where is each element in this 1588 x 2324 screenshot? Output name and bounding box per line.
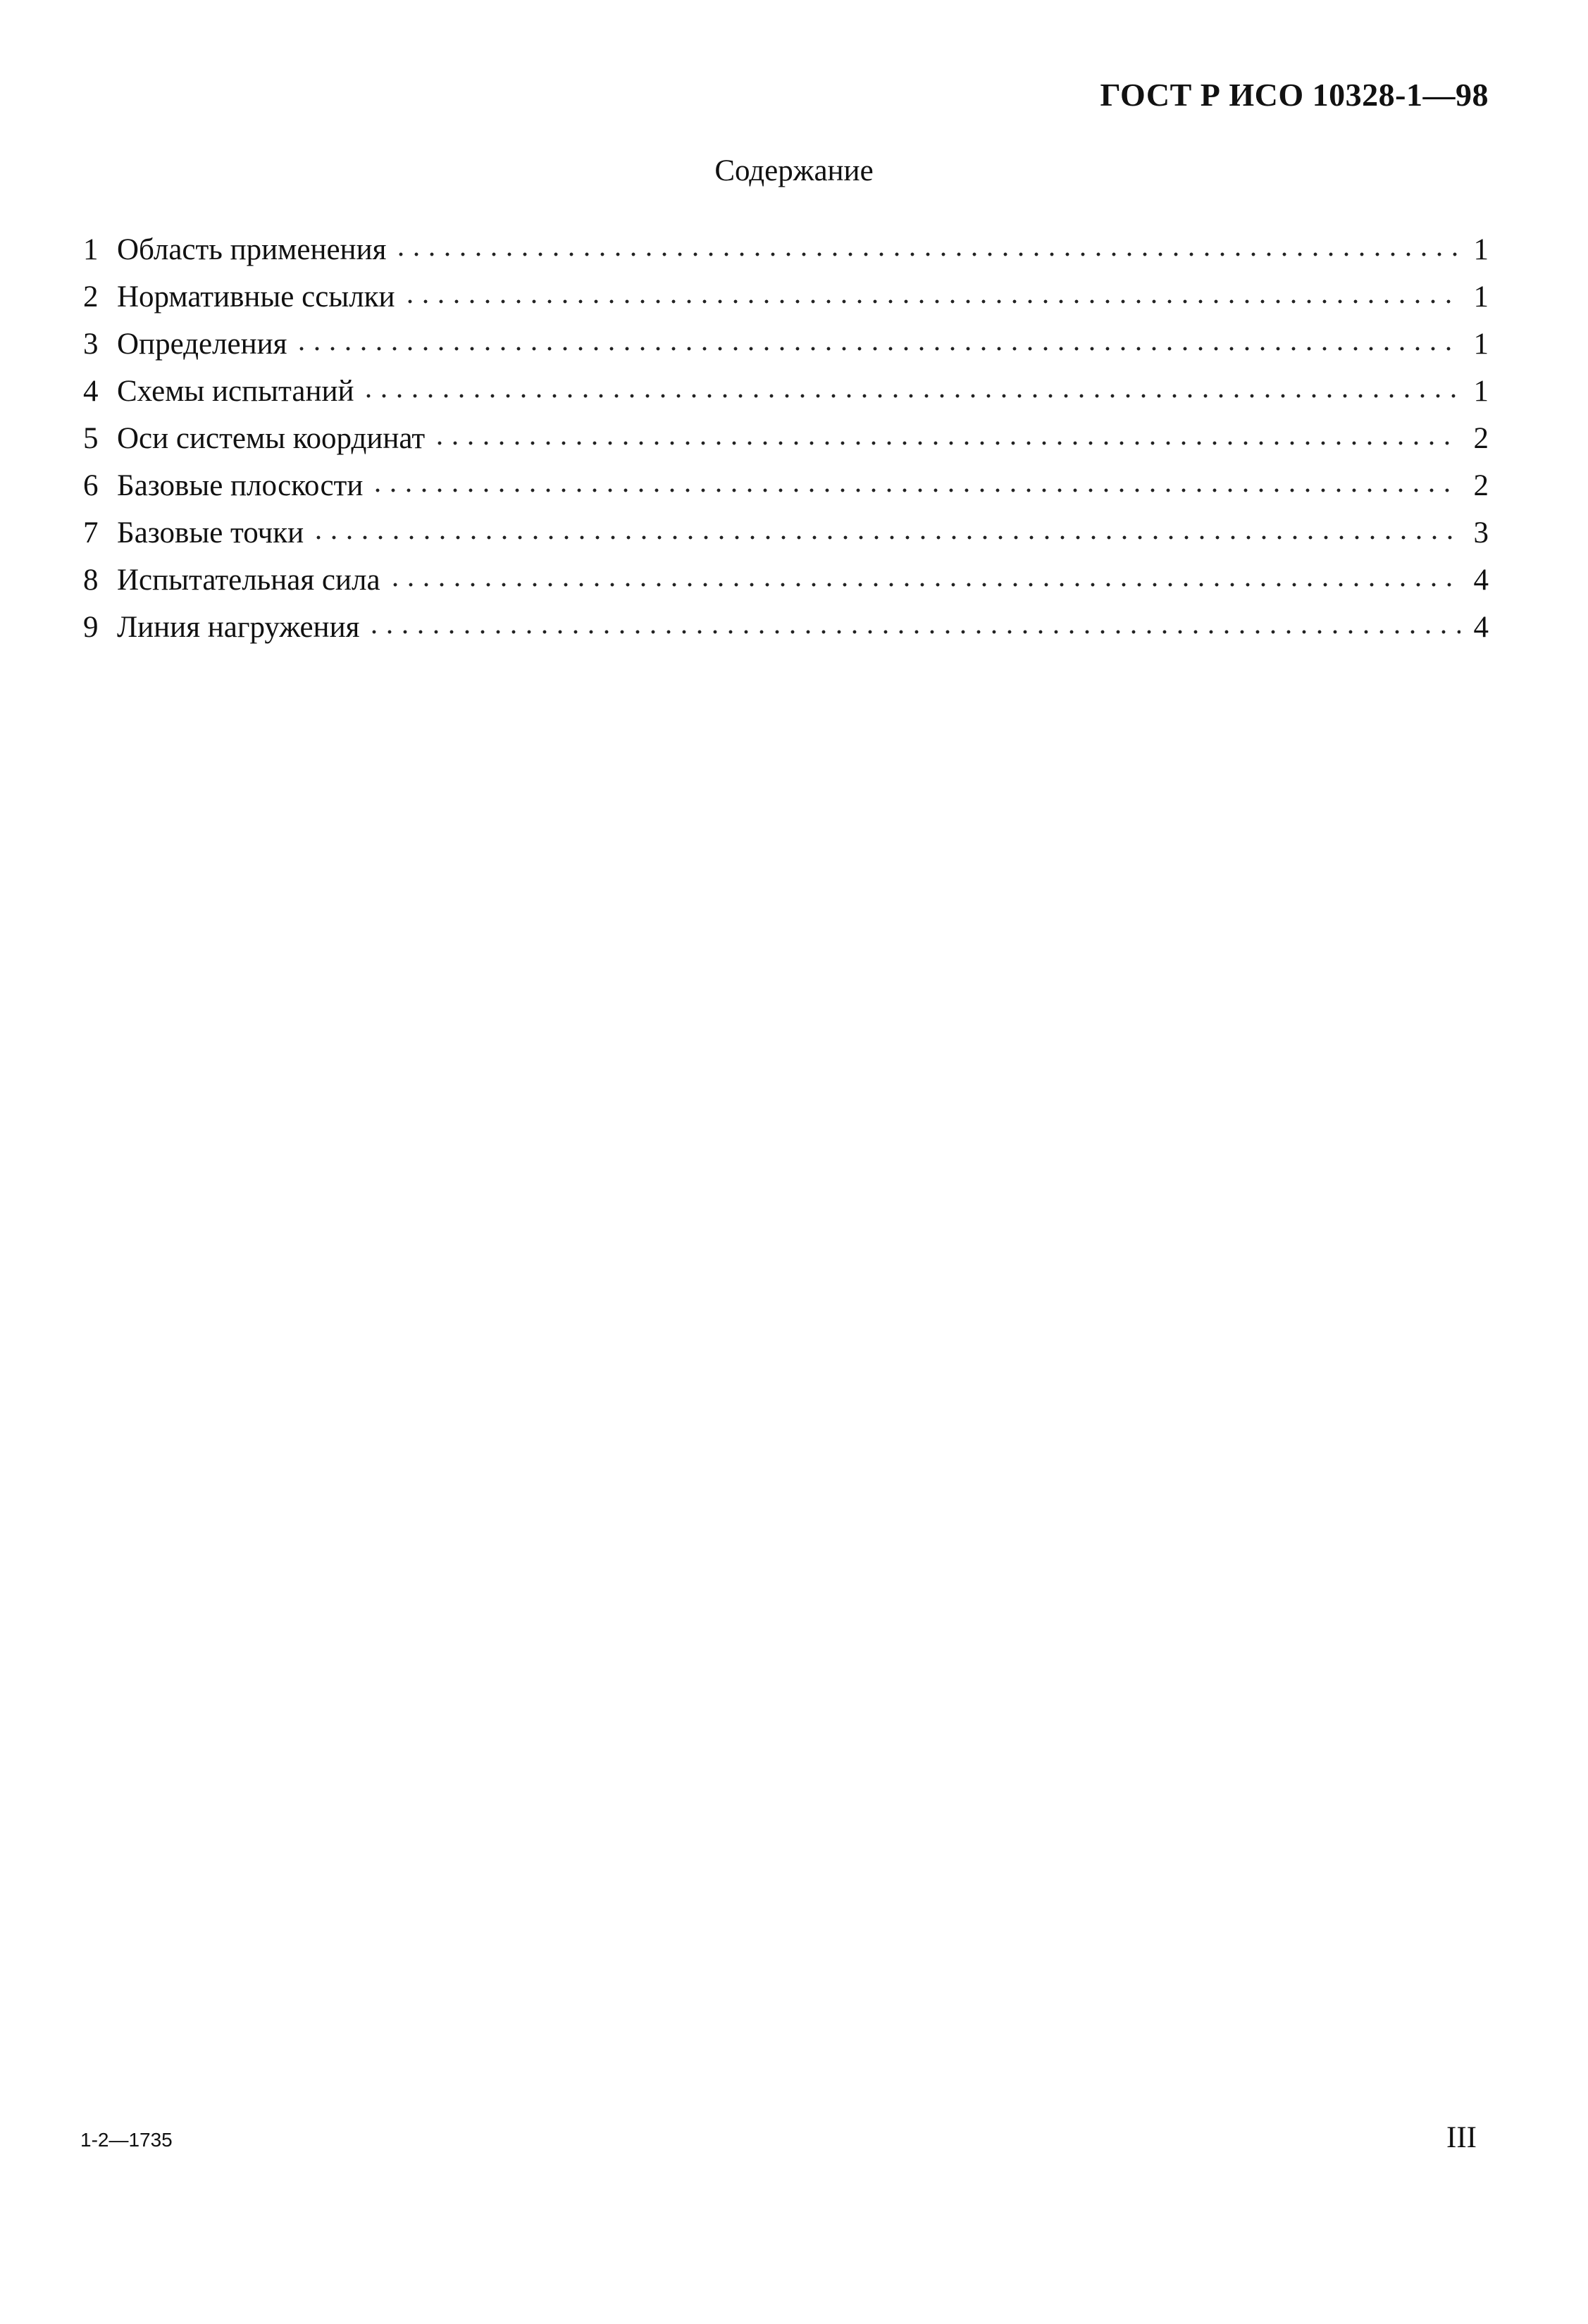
toc-entry-label: Базовые плоскости xyxy=(117,469,364,502)
toc-entry-number: 1 xyxy=(83,233,99,266)
dot-leader xyxy=(366,628,1460,635)
toc-entry-number: 5 xyxy=(83,422,99,455)
toc-entry[interactable] xyxy=(83,516,1489,563)
toc-entry-page: 1 xyxy=(1473,280,1489,313)
dot-leader xyxy=(294,345,1460,352)
toc-entry[interactable] xyxy=(83,421,1489,468)
dot-leader xyxy=(393,251,1460,258)
toc-title: Содержание xyxy=(714,154,874,187)
table-of-contents xyxy=(83,232,1489,657)
toc-entry-label: Нормативные ссылки xyxy=(117,280,395,313)
toc-entry-number: 6 xyxy=(83,469,99,502)
toc-entry-page: 1 xyxy=(1473,375,1489,408)
dot-leader xyxy=(311,534,1460,541)
toc-entry[interactable] xyxy=(83,232,1489,280)
toc-entry-number: 9 xyxy=(83,611,99,644)
toc-entry[interactable] xyxy=(83,327,1489,374)
toc-entry-page: 4 xyxy=(1473,564,1489,597)
toc-entry-label: Базовые точки xyxy=(117,516,304,549)
dot-leader xyxy=(402,298,1460,305)
toc-entry[interactable] xyxy=(83,374,1489,421)
toc-entry-number: 3 xyxy=(83,328,99,361)
toc-entry-number: 8 xyxy=(83,564,99,597)
toc-entry-number: 2 xyxy=(83,280,99,313)
dot-leader xyxy=(361,392,1460,399)
document-code: ГОСТ Р ИСО 10328-1—98 xyxy=(1100,77,1489,113)
toc-entry-label: Испытательная сила xyxy=(117,564,380,597)
toc-entry-label: Оси системы координат xyxy=(117,422,426,455)
page-number: III xyxy=(1446,2121,1477,2154)
toc-entry-label: Определения xyxy=(117,328,287,361)
print-code: 1-2—1735 xyxy=(80,2129,173,2151)
dot-leader xyxy=(387,581,1460,588)
toc-entry-label: Схемы испытаний xyxy=(117,375,354,408)
toc-entry-page: 4 xyxy=(1473,611,1489,644)
dot-leader xyxy=(432,440,1460,447)
toc-entry-page: 2 xyxy=(1473,422,1489,455)
dot-leader xyxy=(370,487,1460,494)
toc-entry-page: 1 xyxy=(1473,328,1489,361)
toc-entry-label: Область применения xyxy=(117,233,387,266)
toc-entry-label: Линия нагружения xyxy=(117,611,360,644)
toc-entry-number: 4 xyxy=(83,375,99,408)
toc-entry-page: 2 xyxy=(1473,469,1489,502)
toc-entry[interactable] xyxy=(83,610,1489,657)
toc-entry-page: 1 xyxy=(1473,233,1489,266)
toc-entry-number: 7 xyxy=(83,516,99,549)
toc-entry[interactable] xyxy=(83,280,1489,327)
toc-entry-page: 3 xyxy=(1473,516,1489,549)
toc-entry[interactable] xyxy=(83,468,1489,516)
toc-entry[interactable] xyxy=(83,563,1489,610)
